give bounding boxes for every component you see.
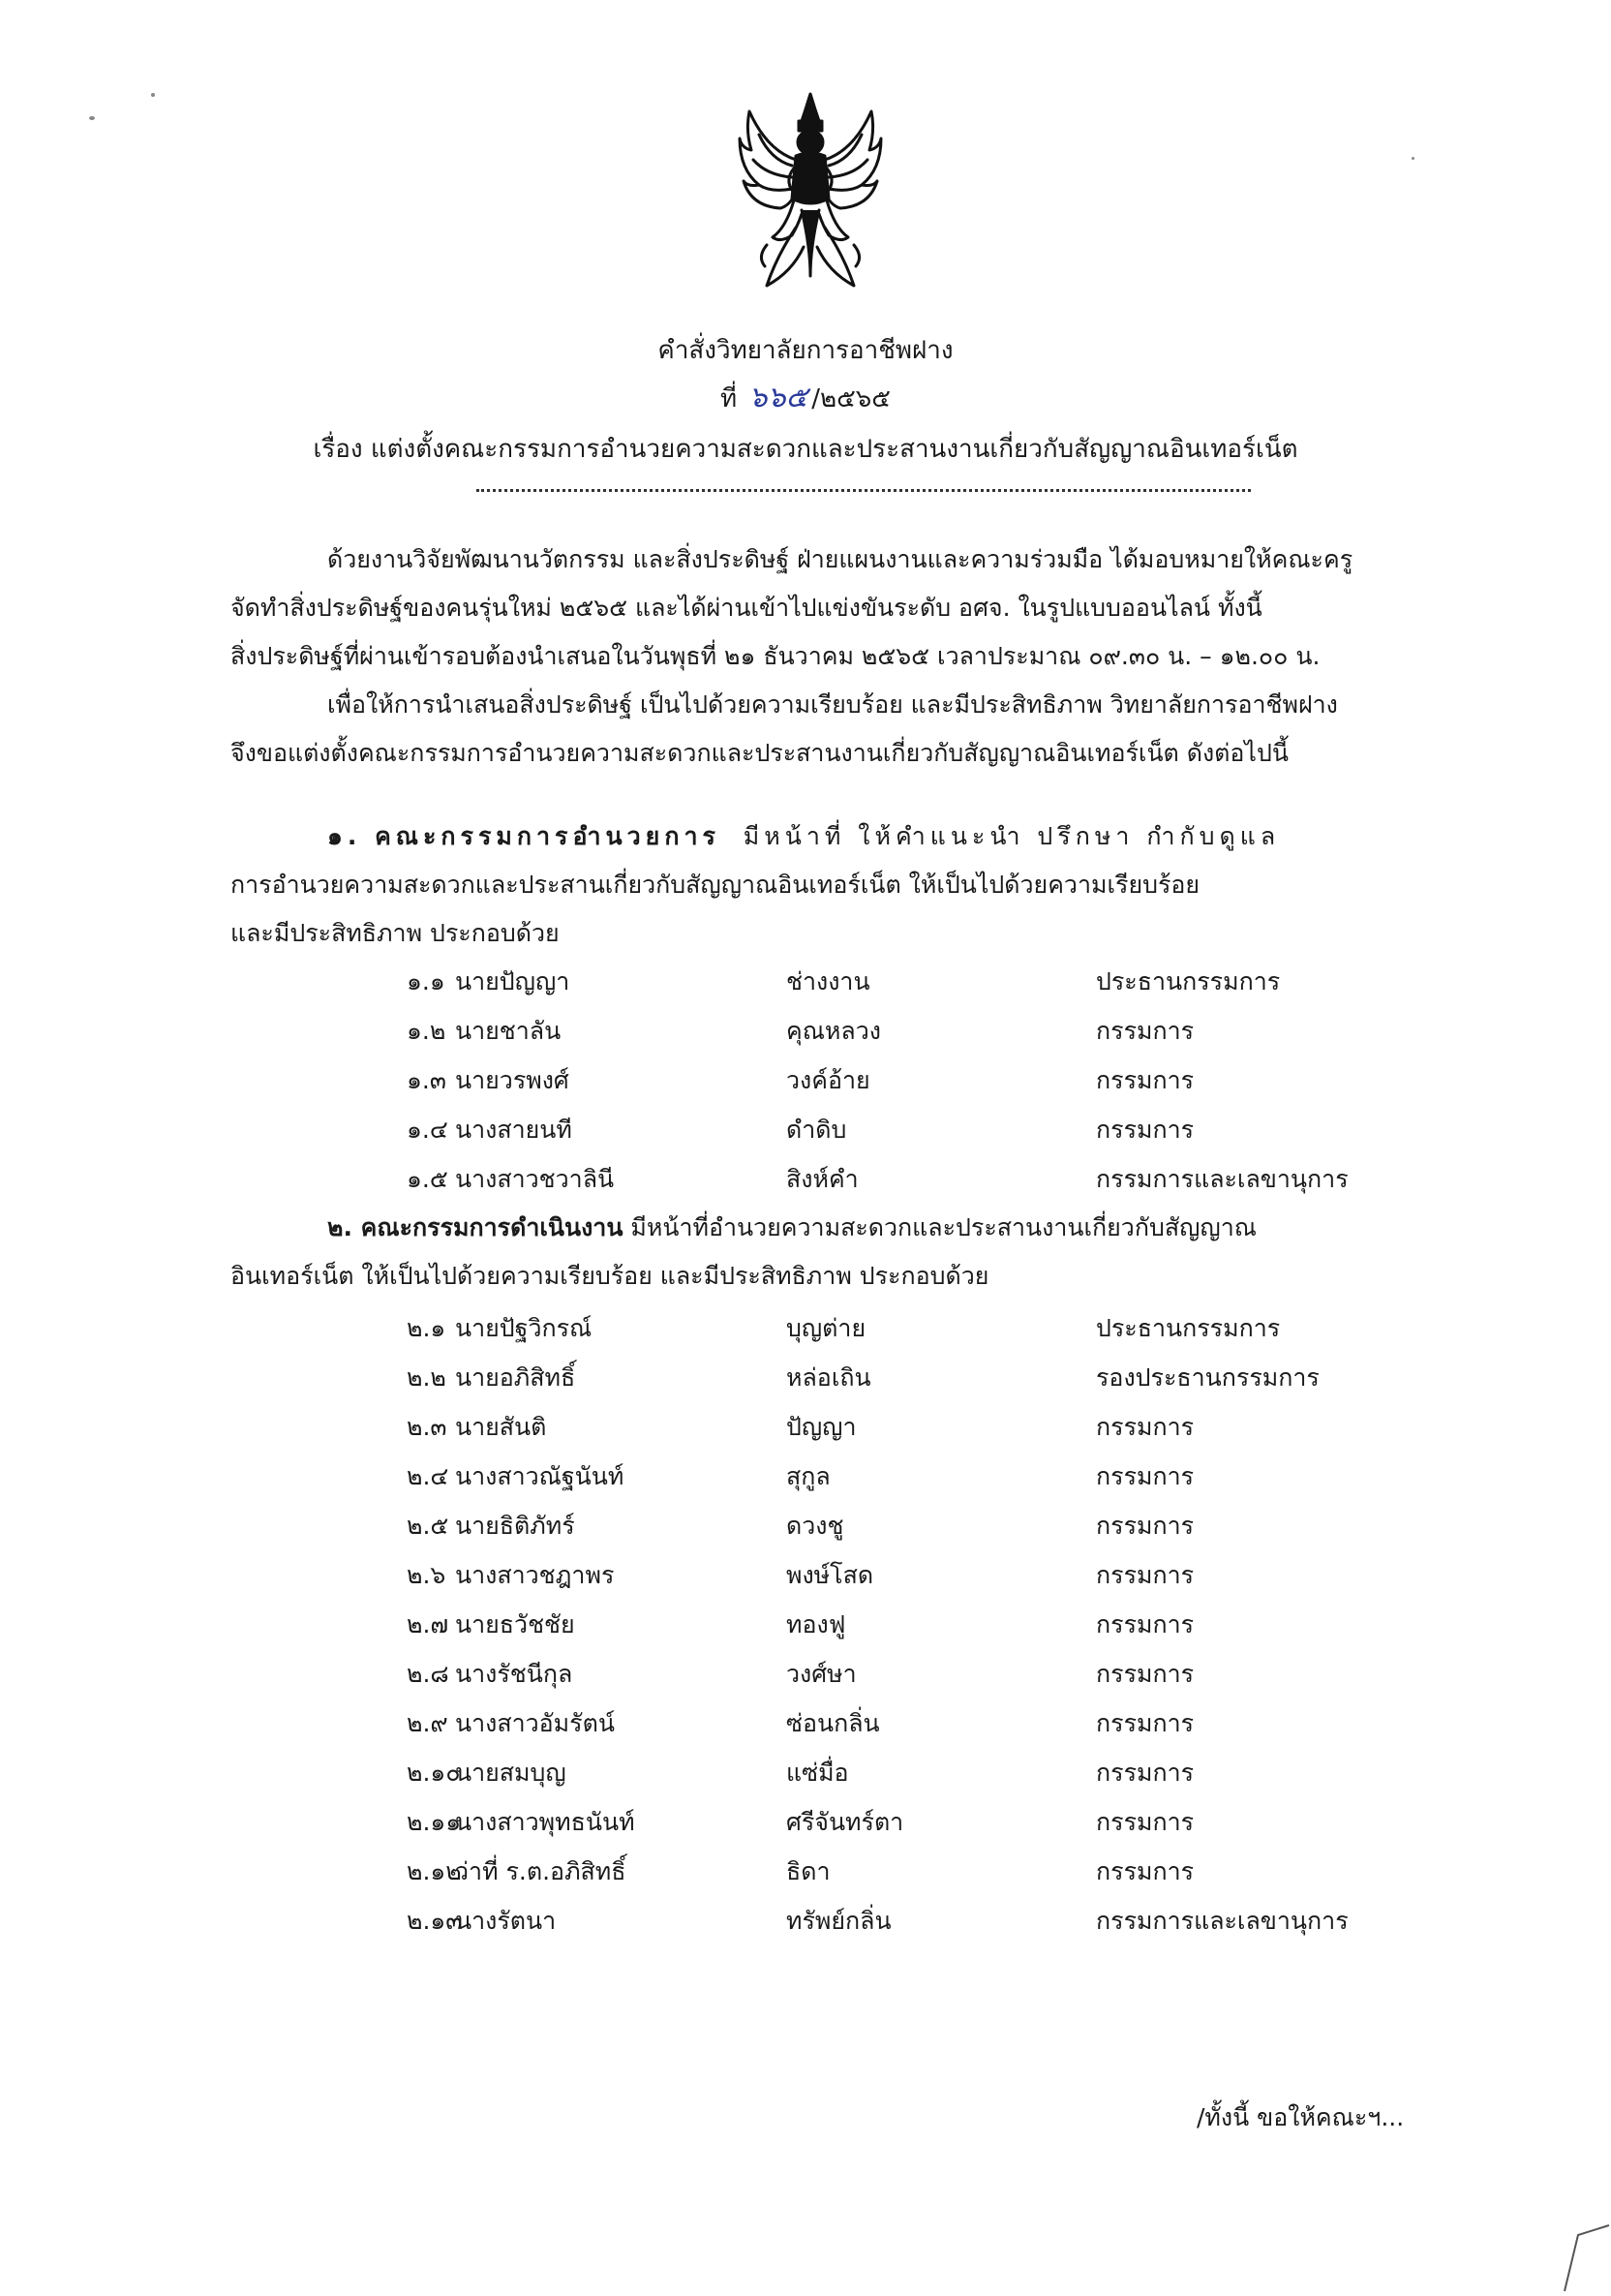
- section-1-duty: มีหน้าที่ ให้คำแนะนำ ปรึกษา กำกับดูแล: [743, 822, 1281, 850]
- member-role: กรรมการ: [1096, 1610, 1195, 1638]
- member-number: ๒.๑๒: [407, 1857, 462, 1885]
- member-surname: ซ่อนกลิ่น: [786, 1709, 880, 1737]
- member-role: กรรมการและเลขานุการ: [1096, 1165, 1349, 1193]
- member-name: นายอภิสิทธิ์: [455, 1363, 576, 1392]
- member-number: ๒.๔: [407, 1462, 449, 1490]
- member-surname: วงค์อ้าย: [786, 1066, 870, 1094]
- member-surname: แซ่มื่อ: [786, 1759, 849, 1787]
- section-1-line-2: การอำนวยความสะดวกและประสานเกี่ยวกับสัญญาณอินเทอร์เน็ต ให้เป็นไปด้วยความเรียบร้อย: [230, 871, 1201, 899]
- order-subject: เรื่อง แต่งตั้งคณะกรรมการอำนวยความสะดวกและประสานงานเกี่ยวกับสัญญาณอินเทอร์เน็ต: [313, 435, 1298, 464]
- continuation-text: /ทั้งนี้ ขอให้คณะฯ...: [1197, 2103, 1405, 2131]
- scan-speck: [1412, 157, 1414, 160]
- member-surname: ธิดา: [786, 1857, 831, 1885]
- member-role: กรรมการ: [1096, 1759, 1195, 1787]
- member-role: กรรมการ: [1096, 1808, 1195, 1836]
- member-role: กรรมการ: [1096, 1857, 1195, 1885]
- member-number: ๒.๑๑: [407, 1808, 462, 1836]
- scan-speck: [151, 93, 155, 97]
- member-number: ๒.๑๓: [407, 1907, 463, 1935]
- member-name: นายธวัชชัย: [455, 1610, 575, 1638]
- member-role: กรรมการ: [1096, 1660, 1195, 1688]
- member-number: ๒.๖: [407, 1561, 446, 1589]
- member-surname: วงศ์ษา: [786, 1660, 857, 1688]
- member-role: กรรมการ: [1096, 1561, 1195, 1589]
- garuda-emblem-icon: [738, 92, 883, 300]
- member-name: นางสาวณัฐนันท์: [455, 1462, 624, 1490]
- member-surname: ดวงชู: [786, 1512, 844, 1540]
- member-role: กรรมการ: [1096, 1462, 1195, 1490]
- dotted-separator: [476, 489, 1251, 492]
- order-number: [0, 381, 1611, 416]
- member-surname: หล่อเถิน: [786, 1363, 871, 1392]
- section-2-heading: ๒. คณะกรรมการดำเนินงาน: [327, 1213, 623, 1241]
- member-name: นางรัตนา: [455, 1907, 557, 1935]
- intro-line-1: ด้วยงานวิจัยพัฒนานวัตกรรม และสิ่งประดิษฐ์ ฝ่ายแผนงานและความร่วมมือ ได้มอบหมายให้คณะครู: [327, 545, 1353, 573]
- member-number: ๑.๑: [407, 967, 445, 995]
- member-name: นายปัญญา: [455, 967, 570, 995]
- member-name: นายสมบุญ: [455, 1759, 566, 1787]
- section-2-duty: มีหน้าที่อำนวยความสะดวกและประสานงานเกี่ยวกับสัญญาณ: [630, 1213, 1257, 1241]
- member-name: นายวรพงศ์: [455, 1066, 569, 1094]
- member-name: นางสาวชฎาพร: [455, 1561, 615, 1589]
- member-role: กรรมการ: [1096, 1066, 1195, 1094]
- member-surname: ศรีจันทร์ตา: [786, 1808, 904, 1836]
- member-surname: ช่างงาน: [786, 967, 870, 995]
- intro-line-3: สิ่งประดิษฐ์ที่ผ่านเข้ารอบต้องนำเสนอในวันพุธที่ ๒๑ ธันวาคม ๒๕๖๕ เวลาประมาณ ๐๙.๓๐ น. – ๑๒.๐๐ น.: [230, 642, 1321, 670]
- member-surname: ดำดิบ: [786, 1116, 847, 1144]
- member-name: นางรัชนีกุล: [455, 1660, 573, 1688]
- intro-line-4: เพื่อให้การนำเสนอสิ่งประดิษฐ์ เป็นไปด้วยความเรียบร้อย และมีประสิทธิภาพ วิทยาลัยการอาชีพฝาง: [327, 690, 1338, 719]
- member-role: ประธานกรรมการ: [1096, 1314, 1281, 1342]
- member-name: นายชาลัน: [455, 1017, 562, 1045]
- intro-line-5: จึงขอแต่งตั้งคณะกรรมการอำนวยความสะดวกและประสานงานเกี่ยวกับสัญญาณอินเทอร์เน็ต ดังต่อไปนี้: [230, 739, 1289, 767]
- scan-speck: [89, 116, 95, 120]
- member-number: ๒.๘: [407, 1660, 449, 1688]
- section-1-heading: ๑. คณะกรรมการอำนวยการ: [327, 822, 720, 850]
- member-role: กรรมการ: [1096, 1116, 1195, 1144]
- member-surname: ทรัพย์กลิ่น: [786, 1907, 892, 1935]
- member-name: นายปัฐวิกรณ์: [455, 1314, 593, 1342]
- member-role: กรรมการ: [1096, 1017, 1195, 1045]
- member-surname: ทองฟู: [786, 1610, 846, 1638]
- member-number: ๒.๑๐: [407, 1759, 461, 1787]
- member-number: ๑.๕: [407, 1165, 448, 1193]
- section-2-line-2: อินเทอร์เน็ต ให้เป็นไปด้วยความเรียบร้อย และมีประสิทธิภาพ ประกอบด้วย: [230, 1262, 989, 1290]
- member-role: รองประธานกรรมการ: [1096, 1363, 1320, 1392]
- member-number: ๒.๗: [407, 1610, 449, 1638]
- member-number: ๒.๑: [407, 1314, 446, 1342]
- order-number-suffix: /๒๕๖๕: [811, 384, 891, 413]
- member-role: ประธานกรรมการ: [1096, 967, 1281, 995]
- member-number: ๒.๙: [407, 1709, 448, 1737]
- member-role: กรรมการและเลขานุการ: [1096, 1907, 1349, 1935]
- member-role: กรรมการ: [1096, 1709, 1195, 1737]
- member-number: ๑.๓: [407, 1066, 446, 1094]
- intro-line-2: จัดทำสิ่งประดิษฐ์ของคนรุ่นใหม่ ๒๕๖๕ และได้ผ่านเข้าไปแข่งขันระดับ อศจ. ในรูปแบบออนไลน์ ทั้งนี้: [230, 594, 1262, 622]
- member-name: นางสาวชวาลินี: [455, 1165, 615, 1193]
- member-number: ๒.๕: [407, 1512, 449, 1540]
- member-surname: บุญต่าย: [786, 1314, 866, 1342]
- page-corner-mark: [1561, 2223, 1611, 2296]
- section-1-line-1: [230, 819, 1280, 854]
- member-surname: สุกูล: [786, 1462, 831, 1490]
- member-name: นายสันติ: [455, 1413, 547, 1441]
- member-surname: คุณหลวง: [786, 1017, 881, 1045]
- section-2-line-1: [230, 1210, 1257, 1245]
- member-number: ๒.๒: [407, 1363, 446, 1392]
- member-role: กรรมการ: [1096, 1512, 1195, 1540]
- order-number-prefix: ที่: [720, 384, 738, 413]
- member-number: ๑.๔: [407, 1116, 448, 1144]
- order-number-handwritten: ๖๖๕: [748, 381, 808, 414]
- member-name: นางสายนที: [455, 1116, 572, 1144]
- member-surname: ปัญญา: [786, 1413, 857, 1441]
- member-name: นางสาวพุทธนันท์: [455, 1808, 635, 1836]
- member-name: ว่าที่ ร.ต.อภิสิทธิ์: [455, 1857, 626, 1885]
- member-name: นางสาวอัมรัตน์: [455, 1709, 615, 1737]
- member-role: กรรมการ: [1096, 1413, 1195, 1441]
- member-name: นายธิติภัทร์: [455, 1512, 575, 1540]
- section-1-line-3: และมีประสิทธิภาพ ประกอบด้วย: [230, 919, 560, 947]
- member-surname: สิงห์คำ: [786, 1165, 859, 1193]
- order-title: คำสั่งวิทยาลัยการอาชีพฝาง: [657, 336, 954, 365]
- member-number: ๒.๓: [407, 1413, 447, 1441]
- member-number: ๑.๒: [407, 1017, 446, 1045]
- member-surname: พงษ์โสด: [786, 1561, 874, 1589]
